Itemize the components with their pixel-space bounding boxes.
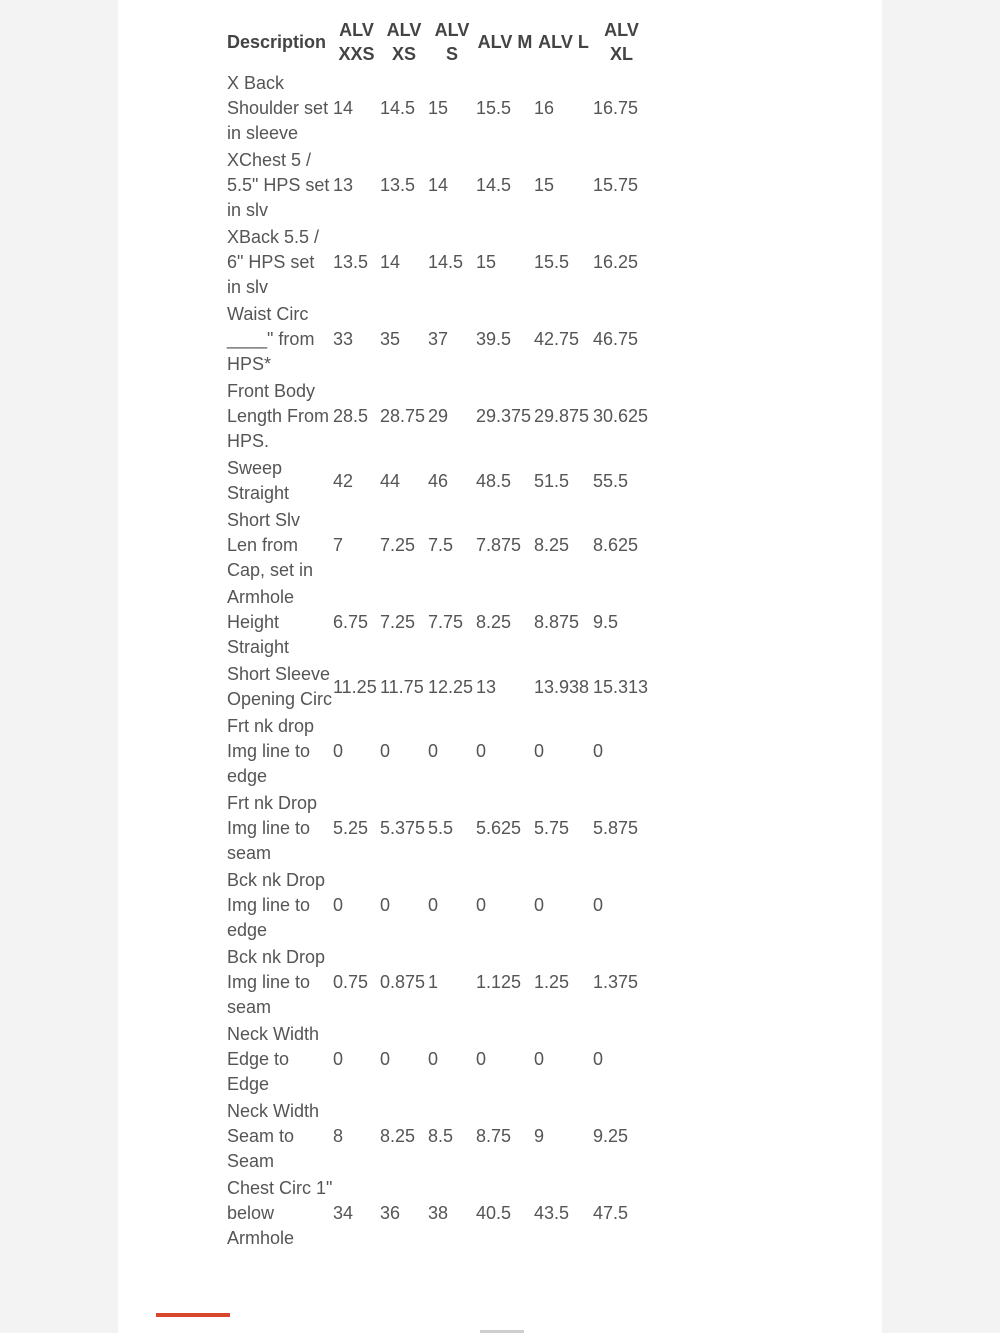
cell-alv-xxs: 8 xyxy=(333,1126,344,1146)
cell-alv-xl: 0 xyxy=(593,895,604,915)
table-row xyxy=(223,713,650,790)
cell-alv-s: 0 xyxy=(428,895,439,915)
row-description: Chest Circ 1" below Armhole xyxy=(227,1178,333,1248)
cell-alv-xl: 0 xyxy=(593,741,604,761)
cell-alv-xl: 9.25 xyxy=(593,1126,629,1146)
cell-alv-xl: 46.75 xyxy=(593,329,639,349)
table-row xyxy=(223,1175,650,1252)
cell-alv-s: 15 xyxy=(428,98,449,118)
table-row xyxy=(223,70,650,147)
cell-alv-xs: 28.75 xyxy=(380,406,426,426)
cell-alv-xs: 5.375 xyxy=(380,818,426,838)
cell-alv-s: 12.25 xyxy=(428,676,474,697)
cell-alv-m: 1.125 xyxy=(476,972,522,992)
cell-alv-m: 14.5 xyxy=(476,175,512,195)
cell-alv-xxs: 7 xyxy=(333,535,344,555)
cell-alv-xxs: 33 xyxy=(333,329,354,349)
cell-alv-xs: 11.75 xyxy=(380,676,424,697)
table-row xyxy=(223,455,650,507)
cell-alv-xxs: 0 xyxy=(333,741,344,761)
row-description: Armhole Height Straight xyxy=(227,587,295,657)
cell-alv-m: 5.625 xyxy=(476,818,522,838)
cell-alv-xl: 1.375 xyxy=(593,972,639,992)
table-row xyxy=(223,301,650,378)
table-row xyxy=(223,661,650,713)
cell-alv-l: 29.875 xyxy=(534,406,590,426)
column-header-alv-xl: ALV XL xyxy=(604,20,639,64)
row-description: Neck Width Edge to Edge xyxy=(227,1024,320,1094)
table-row xyxy=(223,224,650,301)
column-header-alv-m: ALV M xyxy=(477,32,533,52)
cell-alv-s: 38 xyxy=(428,1203,449,1223)
cell-alv-l: 0 xyxy=(534,895,545,915)
column-header-alv-s: ALV S xyxy=(434,20,470,64)
cell-alv-xs: 7.25 xyxy=(380,535,416,555)
cell-alv-s: 8.5 xyxy=(428,1126,454,1146)
table-row xyxy=(223,790,650,867)
table-body xyxy=(223,70,650,1252)
cell-alv-xxs: 13.5 xyxy=(333,252,369,272)
cell-alv-xs: 44 xyxy=(380,470,401,491)
cell-alv-l: 1.25 xyxy=(534,972,570,992)
cell-alv-xs: 7.25 xyxy=(380,612,416,632)
cell-alv-l: 0 xyxy=(534,1049,545,1069)
cell-alv-s: 46 xyxy=(428,470,449,491)
row-description: X Back Shoulder set in sleeve xyxy=(227,73,329,143)
cell-alv-m: 8.25 xyxy=(476,612,512,632)
column-header-alv-xxs: ALV XXS xyxy=(338,20,375,64)
cell-alv-m: 8.75 xyxy=(476,1126,512,1146)
cell-alv-xs: 0 xyxy=(380,1049,391,1069)
row-description: Waist Circ ____" from HPS* xyxy=(227,304,315,374)
row-description: Frt nk Drop Img line to seam xyxy=(227,793,318,863)
header-row xyxy=(223,12,650,70)
cell-alv-l: 15 xyxy=(534,175,555,195)
table-row xyxy=(223,1021,650,1098)
cell-alv-s: 37 xyxy=(428,329,449,349)
cell-alv-xs: 36 xyxy=(380,1203,401,1223)
column-header-alv-xs: ALV XS xyxy=(386,20,422,64)
cell-alv-xs: 13.5 xyxy=(380,175,416,195)
cell-alv-l: 16 xyxy=(534,98,555,118)
column-header-description: Description xyxy=(227,32,327,52)
cell-alv-m: 13 xyxy=(476,676,497,697)
cell-alv-xl: 5.875 xyxy=(593,818,639,838)
row-description: XBack 5.5 / 6" HPS set in slv xyxy=(227,227,320,297)
cell-alv-l: 43.5 xyxy=(534,1203,570,1223)
cell-alv-s: 7.5 xyxy=(428,535,454,555)
cell-alv-xxs: 13 xyxy=(333,175,354,195)
cell-alv-s: 0 xyxy=(428,741,439,761)
cell-alv-xs: 14 xyxy=(380,252,401,272)
cell-alv-l: 13.938 xyxy=(534,676,590,697)
cell-alv-s: 14.5 xyxy=(428,252,464,272)
cell-alv-l: 8.875 xyxy=(534,612,580,632)
cell-alv-xl: 0 xyxy=(593,1049,604,1069)
row-description: Front Body Length From HPS. xyxy=(227,381,330,451)
cell-alv-m: 39.5 xyxy=(476,329,512,349)
cell-alv-xs: 0.875 xyxy=(380,972,426,992)
column-header-alv-l: ALV L xyxy=(538,32,589,52)
cell-alv-m: 0 xyxy=(476,1049,487,1069)
cell-alv-xs: 35 xyxy=(380,329,401,349)
cell-alv-xxs: 42 xyxy=(333,470,354,491)
cell-alv-xl: 15.75 xyxy=(593,175,639,195)
cell-alv-s: 14 xyxy=(428,175,449,195)
cell-alv-xxs: 5.25 xyxy=(333,818,369,838)
cell-alv-xxs: 0.75 xyxy=(333,972,369,992)
size-chart-table xyxy=(223,12,650,1252)
cell-alv-xl: 55.5 xyxy=(593,470,629,491)
table-row xyxy=(223,507,650,584)
cell-alv-xl: 47.5 xyxy=(593,1203,629,1223)
accent-underline xyxy=(156,1313,230,1317)
cell-alv-xl: 30.625 xyxy=(593,406,649,426)
table-row xyxy=(223,584,650,661)
cell-alv-s: 5.5 xyxy=(428,818,454,838)
cell-alv-xxs: 6.75 xyxy=(333,612,369,632)
row-description: Neck Width Seam to Seam xyxy=(227,1101,320,1171)
cell-alv-m: 0 xyxy=(476,895,487,915)
cell-alv-l: 42.75 xyxy=(534,329,580,349)
cell-alv-l: 15.5 xyxy=(534,252,570,272)
row-description: Bck nk Drop Img line to seam xyxy=(227,947,326,1017)
cell-alv-xs: 14.5 xyxy=(380,98,416,118)
cell-alv-l: 8.25 xyxy=(534,535,570,555)
cell-alv-l: 0 xyxy=(534,741,545,761)
row-description: Short Slv Len from Cap, set in xyxy=(227,510,314,580)
cell-alv-xxs: 0 xyxy=(333,1049,344,1069)
cell-alv-s: 7.75 xyxy=(428,612,464,632)
cell-alv-m: 29.375 xyxy=(476,406,532,426)
cell-alv-xl: 15.313 xyxy=(593,676,649,697)
cell-alv-xl: 9.5 xyxy=(593,612,619,632)
page-content xyxy=(118,0,882,1333)
table-row xyxy=(223,1098,650,1175)
cell-alv-l: 9 xyxy=(534,1126,545,1146)
cell-alv-xs: 0 xyxy=(380,741,391,761)
cell-alv-xs: 8.25 xyxy=(380,1126,416,1146)
row-description: Frt nk drop Img line to edge xyxy=(227,716,315,786)
cell-alv-xxs: 0 xyxy=(333,895,344,915)
table-row xyxy=(223,147,650,224)
cell-alv-m: 7.875 xyxy=(476,535,522,555)
row-description: Sweep Straight xyxy=(227,458,290,503)
cell-alv-xl: 16.75 xyxy=(593,98,639,118)
cell-alv-m: 0 xyxy=(476,741,487,761)
table-row xyxy=(223,867,650,944)
table-row xyxy=(223,378,650,455)
cell-alv-xxs: 14 xyxy=(333,98,354,118)
cell-alv-xxs: 34 xyxy=(333,1203,354,1223)
cell-alv-xs: 0 xyxy=(380,895,391,915)
cell-alv-xl: 8.625 xyxy=(593,535,639,555)
table-row xyxy=(223,944,650,1021)
table-header xyxy=(223,12,650,70)
row-description: XChest 5 / 5.5" HPS set in slv xyxy=(227,150,330,220)
cell-alv-l: 51.5 xyxy=(534,470,570,491)
cell-alv-xxs: 11.25 xyxy=(333,676,377,697)
cell-alv-m: 40.5 xyxy=(476,1203,512,1223)
cell-alv-s: 0 xyxy=(428,1049,439,1069)
cell-alv-l: 5.75 xyxy=(534,818,570,838)
cell-alv-xl: 16.25 xyxy=(593,252,639,272)
cell-alv-m: 15.5 xyxy=(476,98,512,118)
cell-alv-s: 29 xyxy=(428,406,449,426)
cell-alv-xxs: 28.5 xyxy=(333,406,369,426)
cell-alv-m: 48.5 xyxy=(476,470,512,491)
row-description: Bck nk Drop Img line to edge xyxy=(227,870,326,940)
row-description: Short Sleeve Opening Circ xyxy=(227,664,333,709)
cell-alv-m: 15 xyxy=(476,252,497,272)
cell-alv-s: 1 xyxy=(428,972,439,992)
